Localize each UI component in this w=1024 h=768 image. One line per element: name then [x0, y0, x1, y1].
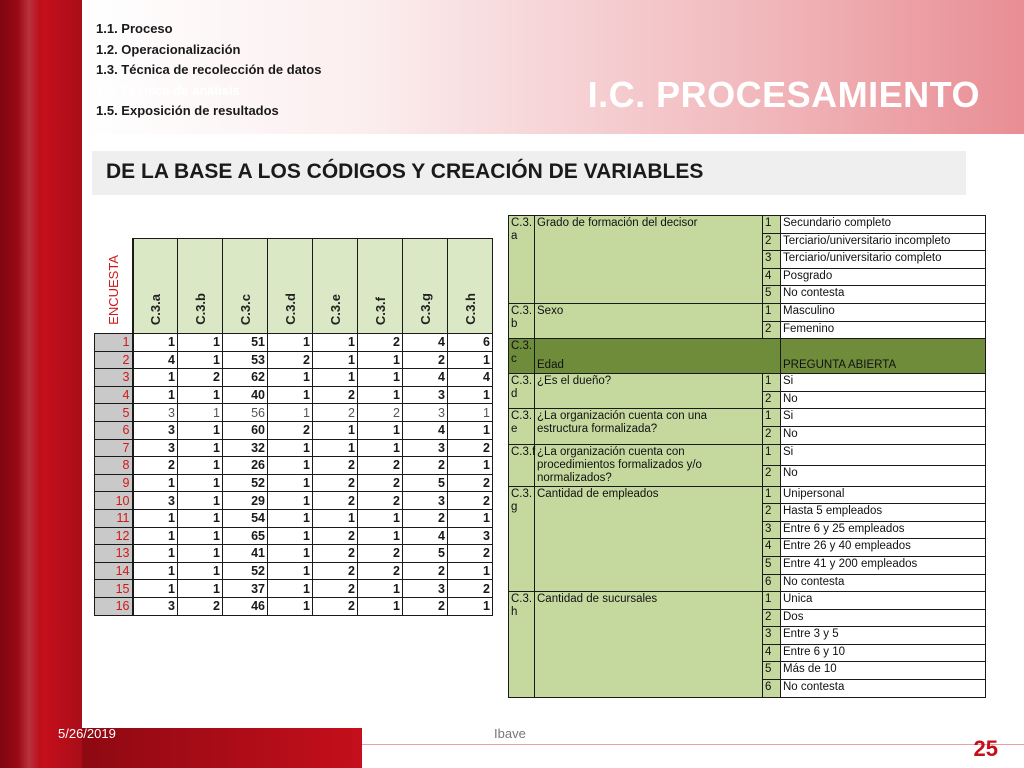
variable-label: Cantidad de sucursales [535, 592, 763, 698]
grid-cell: 2 [403, 597, 448, 615]
grid-cell: 1 [448, 386, 493, 404]
grid-column-header [178, 239, 223, 334]
grid-row-id: 14 [95, 562, 133, 580]
option-code: 3 [763, 627, 781, 645]
grid-cell: 1 [313, 509, 358, 527]
grid-cell: 2 [313, 545, 358, 563]
grid-cell: 4 [448, 369, 493, 387]
option-code: 4 [763, 268, 781, 286]
option-code: 1 [763, 216, 781, 234]
option-code: 1 [763, 374, 781, 392]
grid-cell: 2 [358, 334, 403, 352]
grid-cell: 2 [403, 509, 448, 527]
option-label: Si [781, 374, 986, 392]
variable-codebook [508, 215, 986, 698]
option-code: 2 [763, 504, 781, 522]
grid-cell: 65 [223, 527, 268, 545]
grid-column-header-label: C.3.a [147, 293, 163, 325]
option-label: No contesta [781, 286, 986, 304]
option-code: 1 [763, 444, 781, 465]
grid-cell: 1 [448, 457, 493, 475]
grid-cell: 2 [403, 457, 448, 475]
grid-row [95, 597, 493, 615]
grid-cell: 4 [403, 421, 448, 439]
grid-cell: 1 [268, 562, 313, 580]
grid-cell: 1 [178, 527, 223, 545]
grid-cell: 1 [358, 386, 403, 404]
option-code: 2 [763, 609, 781, 627]
grid-cell: 1 [268, 597, 313, 615]
grid-cell: 1 [178, 351, 223, 369]
grid-column-header-label: C.3.h [462, 293, 478, 325]
grid-column-header-label: C.3.c [237, 293, 253, 325]
grid-cell: 1 [358, 369, 403, 387]
grid-cell: 62 [223, 369, 268, 387]
grid-cell: 1 [358, 439, 403, 457]
variable-code: C.3.f [509, 444, 535, 486]
grid-cell: 3 [403, 580, 448, 598]
grid-row [95, 509, 493, 527]
grid-cell: 3 [403, 404, 448, 422]
grid-row-id: 3 [95, 369, 133, 387]
grid-cell: 2 [358, 545, 403, 563]
grid-cell: 1 [268, 369, 313, 387]
grid-row [95, 421, 493, 439]
grid-column-header [448, 239, 493, 334]
grid-cell: 1 [133, 545, 178, 563]
grid-cell: 4 [403, 369, 448, 387]
codebook-row [509, 444, 986, 465]
grid-cell: 29 [223, 492, 268, 510]
option-label: Si [781, 409, 986, 427]
variable-label: Edad [535, 339, 781, 374]
grid-column-header-label: C.3.g [417, 293, 433, 325]
grid-row-id: 4 [95, 386, 133, 404]
grid-cell: 46 [223, 597, 268, 615]
grid-cell: 32 [223, 439, 268, 457]
grid-id-header [95, 239, 133, 334]
grid-cell: 2 [313, 404, 358, 422]
option-code: 5 [763, 662, 781, 680]
grid-row-id: 13 [95, 545, 133, 563]
option-label: Si [781, 444, 986, 465]
grid-cell: 2 [313, 527, 358, 545]
grid-cell: 2 [178, 369, 223, 387]
grid-cell: 1 [448, 509, 493, 527]
grid-cell: 2 [313, 492, 358, 510]
grid-cell: 1 [268, 527, 313, 545]
grid-cell: 1 [268, 404, 313, 422]
grid-row-id: 1 [95, 334, 133, 352]
variable-label: ¿La organización cuenta con procedimientos formalizados y/o normalizados? [535, 444, 763, 486]
option-code: 2 [763, 391, 781, 409]
option-code: 6 [763, 680, 781, 698]
option-code: 1 [763, 592, 781, 610]
grid-cell: 3 [133, 492, 178, 510]
left-decorative-bar [0, 0, 82, 768]
grid-cell: 40 [223, 386, 268, 404]
grid-cell: 1 [358, 509, 403, 527]
grid-cell: 1 [268, 457, 313, 475]
grid-cell: 2 [313, 386, 358, 404]
grid-column-header [358, 239, 403, 334]
grid-cell: 1 [133, 527, 178, 545]
grid-cell: 1 [358, 597, 403, 615]
grid-cell: 3 [133, 404, 178, 422]
grid-cell: 5 [403, 474, 448, 492]
grid-cell: 2 [448, 580, 493, 598]
option-code: 3 [763, 251, 781, 269]
grid-row-id: 12 [95, 527, 133, 545]
survey-data-grid [94, 238, 493, 616]
grid-cell: 3 [403, 439, 448, 457]
grid-cell: 2 [268, 421, 313, 439]
option-label: No contesta [781, 680, 986, 698]
grid-cell: 1 [268, 386, 313, 404]
variable-label: ¿La organización cuenta con una estructura formalizada? [535, 409, 763, 444]
grid-cell: 3 [403, 492, 448, 510]
grid-cell: 1 [358, 580, 403, 598]
option-label: Unipersonal [781, 486, 986, 504]
grid-cell: 2 [448, 439, 493, 457]
option-label: Hasta 5 empleados [781, 504, 986, 522]
outline-item: 1.4. Técnica de análisis [96, 82, 240, 98]
grid-cell: 2 [313, 580, 358, 598]
grid-cell: 1 [268, 545, 313, 563]
grid-cell: 2 [313, 474, 358, 492]
variable-label: Grado de formación del decisor [535, 216, 763, 304]
grid-cell: 1 [133, 334, 178, 352]
grid-cell: 1 [448, 421, 493, 439]
grid-cell: 1 [178, 457, 223, 475]
grid-cell: 2 [358, 474, 403, 492]
grid-row-id: 6 [95, 421, 133, 439]
grid-cell: 2 [178, 597, 223, 615]
grid-cell: 4 [133, 351, 178, 369]
grid-column-header [268, 239, 313, 334]
grid-cell: 1 [268, 334, 313, 352]
grid-cell: 26 [223, 457, 268, 475]
open-question-note: PREGUNTA ABIERTA [781, 339, 986, 374]
grid-cell: 1 [133, 386, 178, 404]
option-label: Más de 10 [781, 662, 986, 680]
grid-cell: 1 [358, 421, 403, 439]
grid-cell: 3 [403, 386, 448, 404]
codebook-row [509, 216, 986, 234]
grid-row [95, 580, 493, 598]
grid-cell: 1 [268, 509, 313, 527]
grid-row [95, 457, 493, 475]
outline-item: 1.3. Técnica de recolección de datos [96, 62, 322, 78]
variable-code: C.3. d [509, 374, 535, 409]
option-code: 1 [763, 303, 781, 321]
grid-cell: 1 [268, 474, 313, 492]
grid-column-header-label: C.3.e [327, 293, 343, 325]
grid-column-header [403, 239, 448, 334]
option-code: 5 [763, 556, 781, 574]
grid-cell: 60 [223, 421, 268, 439]
grid-row-id: 9 [95, 474, 133, 492]
grid-cell: 2 [358, 492, 403, 510]
option-label: Posgrado [781, 268, 986, 286]
option-label: No [781, 391, 986, 409]
grid-cell: 1 [178, 562, 223, 580]
slide-subheader: DE LA BASE A LOS CÓDIGOS Y CREACIÓN DE VARIABLES [92, 151, 966, 195]
option-label: Entre 41 y 200 empleados [781, 556, 986, 574]
option-label: Masculino [781, 303, 986, 321]
grid-column-header-label: C.3.b [192, 293, 208, 325]
codebook-row [509, 486, 986, 504]
grid-column-header-label: C.3.f [372, 296, 388, 325]
variable-code: C.3. g [509, 486, 535, 592]
variable-code: C.3. c [509, 339, 535, 374]
grid-row [95, 562, 493, 580]
grid-row-id: 16 [95, 597, 133, 615]
grid-column-header-label: C.3.d [282, 293, 298, 325]
grid-cell: 2 [403, 351, 448, 369]
option-code: 4 [763, 644, 781, 662]
outline-item: 1.1. Proceso [96, 21, 173, 36]
variable-label: Cantidad de empleados [535, 486, 763, 592]
option-label: Entre 3 y 5 [781, 627, 986, 645]
option-label: Unica [781, 592, 986, 610]
grid-cell: 1 [448, 597, 493, 615]
option-code: 2 [763, 321, 781, 339]
option-label: Terciario/universitario completo [781, 251, 986, 269]
grid-cell: 1 [358, 527, 403, 545]
grid-cell: 2 [403, 562, 448, 580]
option-label: Entre 26 y 40 empleados [781, 539, 986, 557]
grid-cell: 1 [133, 562, 178, 580]
section-title: I.C. PROCESAMIENTO [587, 74, 980, 115]
option-code: 1 [763, 486, 781, 504]
grid-cell: 3 [133, 421, 178, 439]
grid-cell: 1 [448, 404, 493, 422]
grid-cell: 2 [448, 492, 493, 510]
variable-code: C.3. h [509, 592, 535, 698]
grid-id-header-label: ENCUESTA [105, 255, 121, 325]
grid-row-id: 10 [95, 492, 133, 510]
grid-cell: 1 [178, 334, 223, 352]
grid-row [95, 351, 493, 369]
variable-code: C.3. b [509, 303, 535, 338]
grid-cell: 1 [178, 439, 223, 457]
grid-cell: 41 [223, 545, 268, 563]
grid-cell: 3 [448, 527, 493, 545]
grid-cell: 52 [223, 562, 268, 580]
grid-cell: 1 [358, 351, 403, 369]
grid-cell: 1 [178, 421, 223, 439]
grid-row-id: 7 [95, 439, 133, 457]
option-code: 1 [763, 409, 781, 427]
grid-cell: 1 [313, 421, 358, 439]
grid-cell: 52 [223, 474, 268, 492]
grid-cell: 2 [358, 457, 403, 475]
grid-cell: 1 [133, 474, 178, 492]
grid-cell: 2 [133, 457, 178, 475]
grid-cell: 1 [133, 369, 178, 387]
grid-column-header [313, 239, 358, 334]
option-label: No [781, 465, 986, 486]
grid-cell: 2 [313, 597, 358, 615]
footer-date: 5/26/2019 [58, 726, 116, 741]
option-label: No contesta [781, 574, 986, 592]
grid-row [95, 404, 493, 422]
option-code: 5 [763, 286, 781, 304]
grid-row [95, 527, 493, 545]
codebook-row [509, 303, 986, 321]
grid-cell: 2 [448, 545, 493, 563]
footer-author: Ibave [494, 726, 526, 741]
variable-label: ¿Es el dueño? [535, 374, 763, 409]
grid-cell: 1 [313, 439, 358, 457]
option-code: 6 [763, 574, 781, 592]
grid-cell: 1 [178, 545, 223, 563]
variable-code: C.3. e [509, 409, 535, 444]
grid-cell: 1 [448, 562, 493, 580]
grid-cell: 1 [313, 334, 358, 352]
grid-cell: 1 [178, 492, 223, 510]
option-label: Dos [781, 609, 986, 627]
option-label: Femenino [781, 321, 986, 339]
grid-row-id: 11 [95, 509, 133, 527]
codebook-row [509, 374, 986, 392]
grid-cell: 2 [313, 562, 358, 580]
grid-cell: 1 [268, 439, 313, 457]
grid-row [95, 386, 493, 404]
grid-row [95, 474, 493, 492]
grid-cell: 1 [313, 369, 358, 387]
grid-cell: 2 [358, 562, 403, 580]
grid-row [95, 545, 493, 563]
option-label: Terciario/universitario incompleto [781, 233, 986, 251]
grid-row [95, 334, 493, 352]
grid-cell: 1 [178, 580, 223, 598]
codebook-row [509, 339, 986, 374]
grid-cell: 53 [223, 351, 268, 369]
grid-cell: 6 [448, 334, 493, 352]
grid-cell: 1 [313, 351, 358, 369]
grid-cell: 56 [223, 404, 268, 422]
codebook-row [509, 409, 986, 427]
grid-cell: 1 [178, 474, 223, 492]
option-label: Secundario completo [781, 216, 986, 234]
grid-row [95, 439, 493, 457]
grid-cell: 1 [268, 492, 313, 510]
grid-cell: 37 [223, 580, 268, 598]
option-label: No [781, 426, 986, 444]
option-label: Entre 6 y 25 empleados [781, 521, 986, 539]
grid-cell: 2 [448, 474, 493, 492]
variable-label: Sexo [535, 303, 763, 338]
grid-cell: 5 [403, 545, 448, 563]
grid-cell: 2 [313, 457, 358, 475]
grid-cell: 1 [448, 351, 493, 369]
option-code: 2 [763, 426, 781, 444]
grid-cell: 3 [133, 597, 178, 615]
option-code: 2 [763, 233, 781, 251]
grid-cell: 1 [178, 509, 223, 527]
page-number: 25 [973, 736, 998, 761]
grid-cell: 1 [178, 404, 223, 422]
grid-cell: 1 [178, 386, 223, 404]
grid-cell: 1 [133, 580, 178, 598]
grid-row-id: 8 [95, 457, 133, 475]
grid-cell: 4 [403, 334, 448, 352]
option-code: 2 [763, 465, 781, 486]
footer-red-block [82, 728, 362, 768]
grid-row [95, 492, 493, 510]
variable-code: C.3. a [509, 216, 535, 304]
codebook-row [509, 592, 986, 610]
left-bar-highlight [18, 0, 40, 768]
grid-row-id: 5 [95, 404, 133, 422]
option-label: Entre 6 y 10 [781, 644, 986, 662]
grid-cell: 4 [403, 527, 448, 545]
grid-cell: 2 [268, 351, 313, 369]
grid-row-id: 15 [95, 580, 133, 598]
grid-column-header [133, 239, 178, 334]
option-code: 4 [763, 539, 781, 557]
grid-column-header [223, 239, 268, 334]
outline-item: 1.5. Exposición de resultados [96, 103, 279, 119]
outline-item: 1.2. Operacionalización [96, 41, 241, 57]
section-outline [96, 19, 321, 122]
grid-cell: 3 [133, 439, 178, 457]
grid-cell: 51 [223, 334, 268, 352]
grid-cell: 2 [358, 404, 403, 422]
grid-cell: 54 [223, 509, 268, 527]
grid-row [95, 369, 493, 387]
grid-row-id: 2 [95, 351, 133, 369]
grid-cell: 1 [268, 580, 313, 598]
option-code: 3 [763, 521, 781, 539]
grid-cell: 1 [133, 509, 178, 527]
